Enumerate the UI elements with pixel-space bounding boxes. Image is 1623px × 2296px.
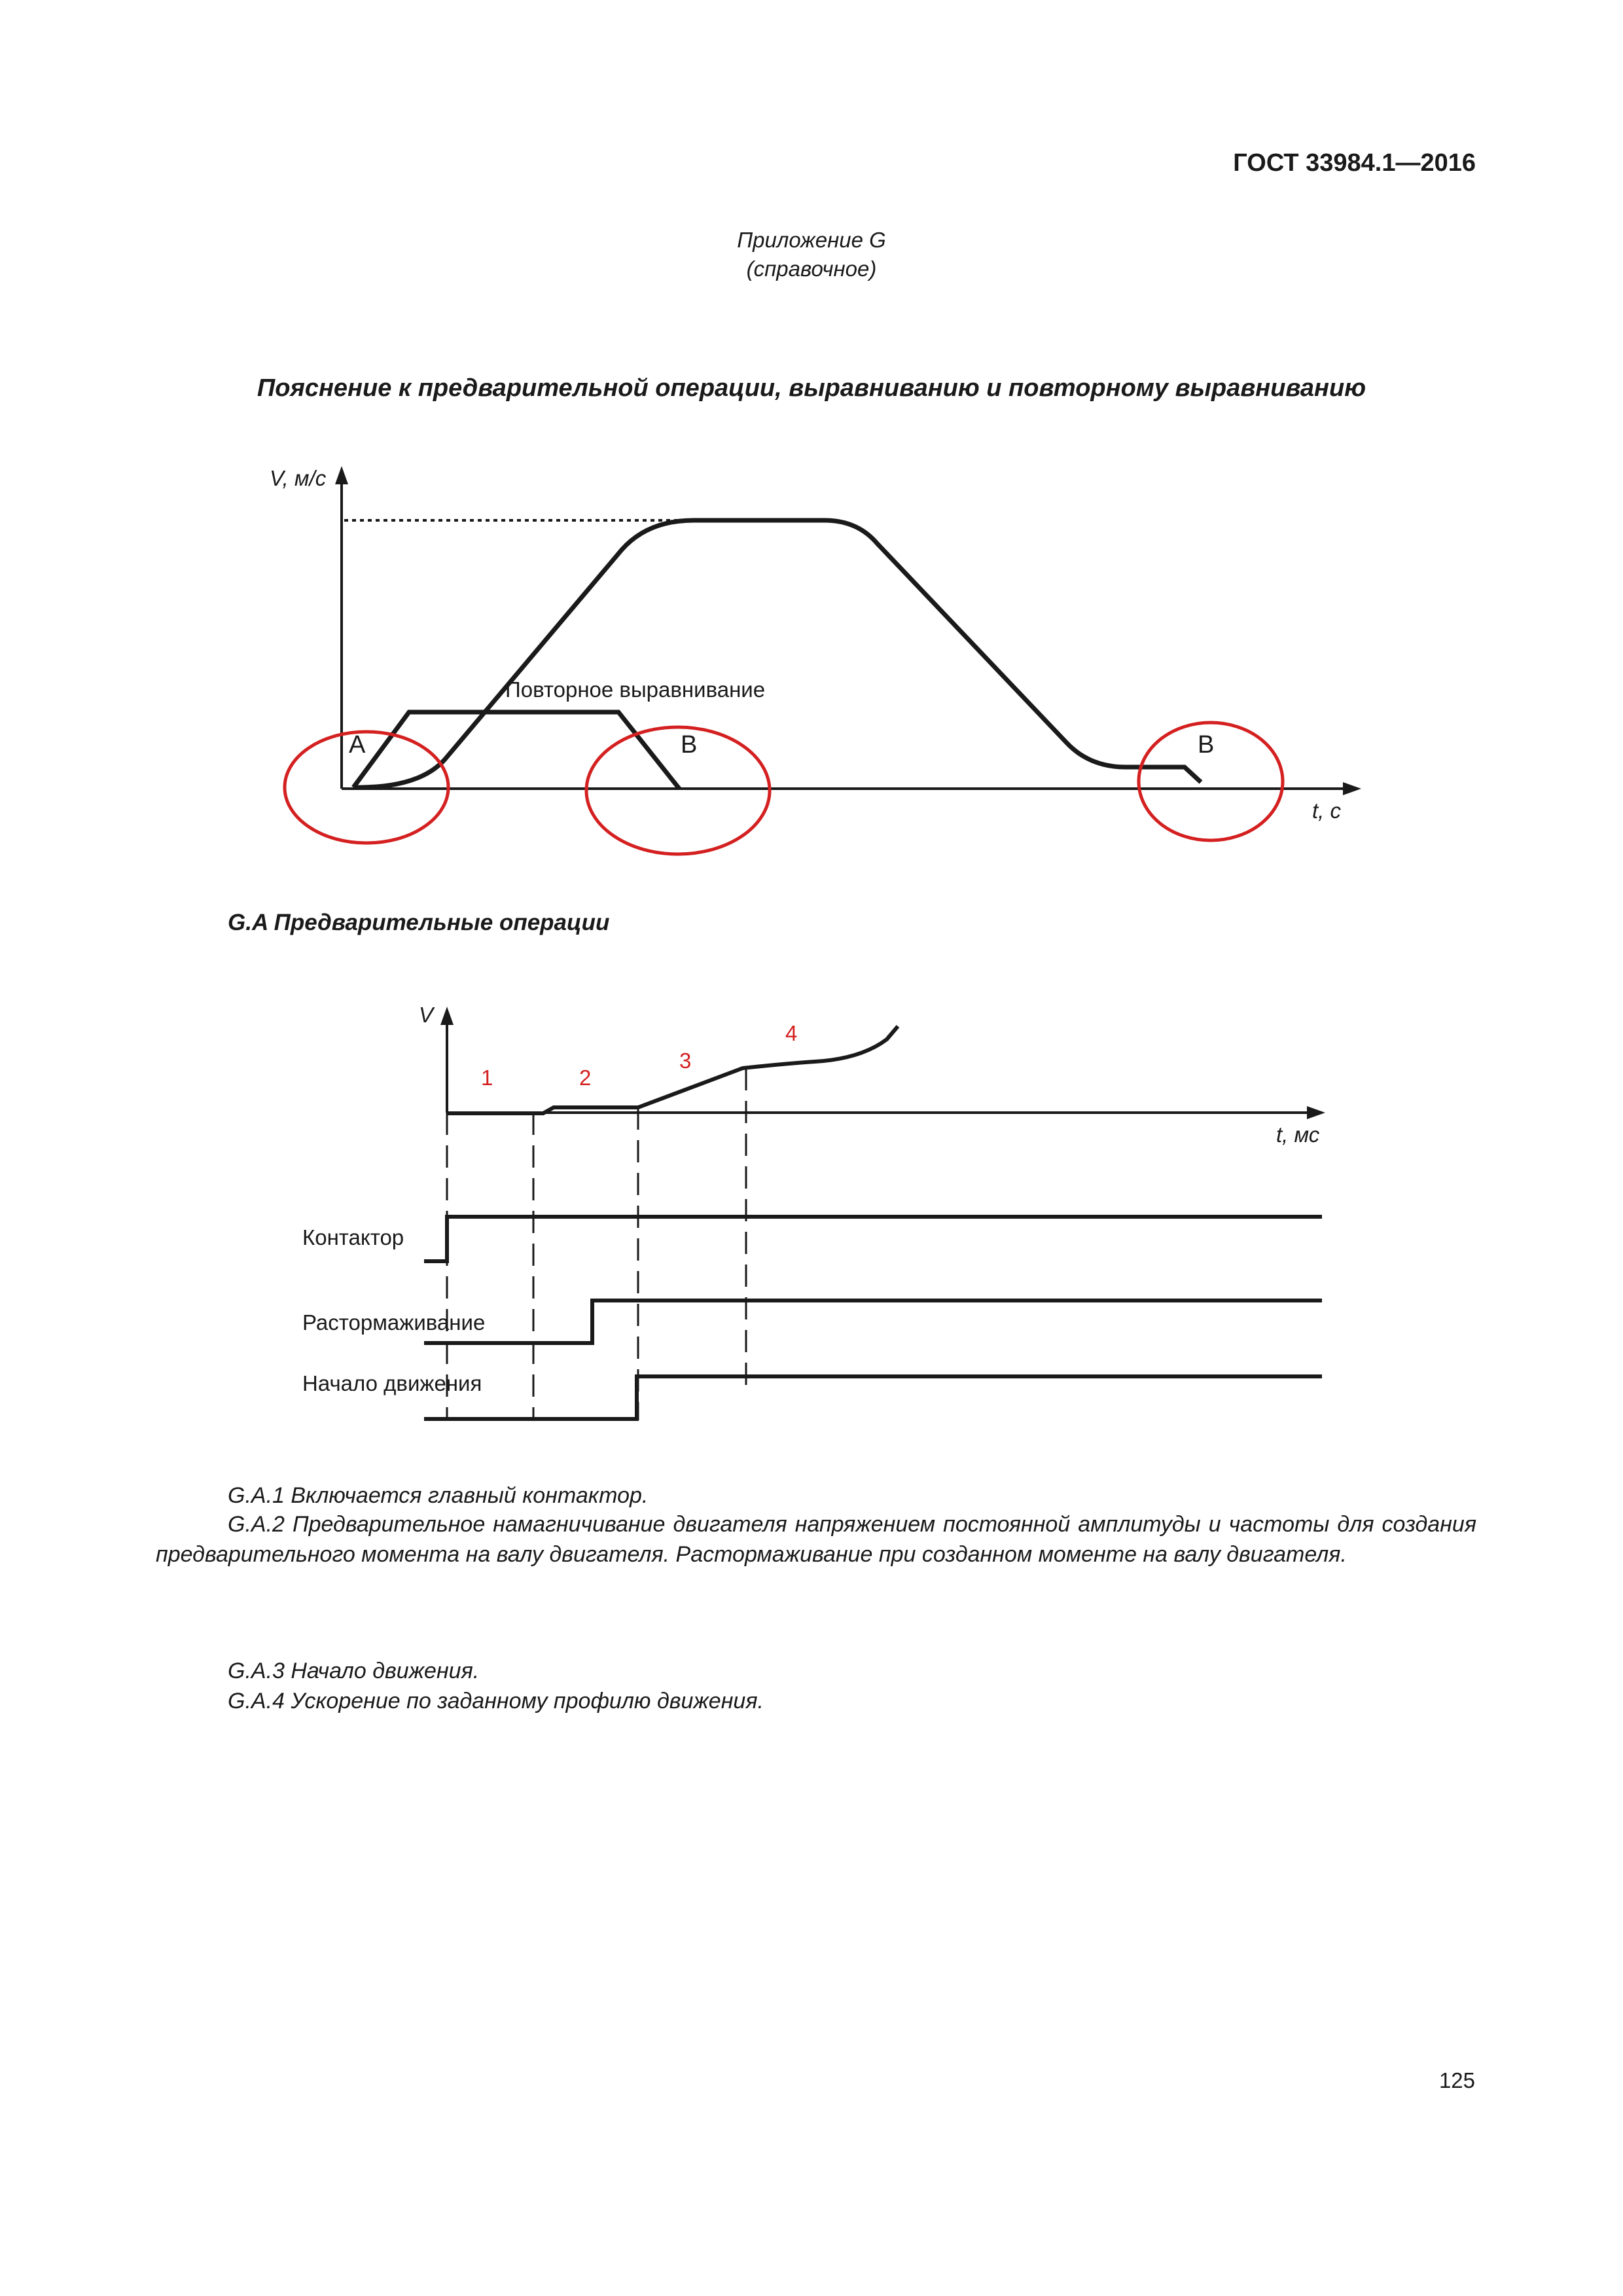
signal-label-contactor: Контактор	[302, 1225, 404, 1249]
motion-start-signal	[424, 1376, 1322, 1419]
relevelling-label: Повторное выравнивание	[505, 677, 766, 702]
signal-label-brake-release: Растормаживание	[302, 1310, 486, 1335]
marker-b2: B	[1198, 731, 1215, 759]
section-heading: G.A Предварительные операции	[228, 910, 610, 935]
marker-a: A	[349, 731, 366, 759]
timing-diagram-figure	[0, 949, 1623, 1460]
t-axis-arrow	[1307, 1106, 1325, 1119]
paragraph-ga3: G.A.3 Начало движения.	[228, 1659, 480, 1683]
main-speed-curve	[353, 520, 1201, 787]
paragraph-ga2: G.A.2 Предварительное намагничивание двигателя напряжением постоянной амплитуды и частоты для создания предварительного момента на валу двигателя. Растормаживание при созданном моменте на валу двигателя.	[156, 1512, 1476, 1567]
relevelling-curve	[353, 712, 679, 789]
y-axis-label: V, м/с	[270, 466, 327, 490]
phase-label-4: 4	[785, 1021, 798, 1045]
y-axis-arrow	[335, 466, 348, 484]
phase-label-3: 3	[679, 1049, 692, 1073]
paragraph-ga4: G.A.4 Ускорение по заданному профилю движения.	[228, 1689, 764, 1713]
t-axis-label: t, мс	[1276, 1122, 1320, 1147]
paragraph-ga1: G.A.1 Включается главный контактор.	[228, 1483, 649, 1508]
contactor-signal	[424, 1217, 1322, 1261]
appendix-subtitle: (справочное)	[746, 257, 877, 281]
region-b-circle	[586, 727, 770, 854]
x-axis-label: t, с	[1312, 798, 1342, 823]
page-number: 125	[1438, 2068, 1475, 2092]
x-axis-arrow	[1343, 782, 1361, 795]
document-code: ГОСТ 33984.1—2016	[1233, 149, 1476, 177]
v-axis-arrow	[440, 1007, 454, 1025]
startup-speed-curve	[447, 1026, 898, 1113]
brake-release-signal	[424, 1300, 1322, 1343]
speed-profile-figure	[0, 0, 1623, 890]
marker-b: B	[681, 731, 698, 759]
phase-label-1: 1	[481, 1066, 493, 1090]
phase-label-2: 2	[579, 1066, 592, 1090]
appendix-title: Приложение G	[737, 228, 886, 252]
signal-label-motion-start: Начало движения	[302, 1371, 482, 1395]
v-axis-label: V	[419, 1003, 434, 1027]
main-title: Пояснение к предварительной операции, выравниванию и повторному выравниванию	[257, 374, 1366, 402]
